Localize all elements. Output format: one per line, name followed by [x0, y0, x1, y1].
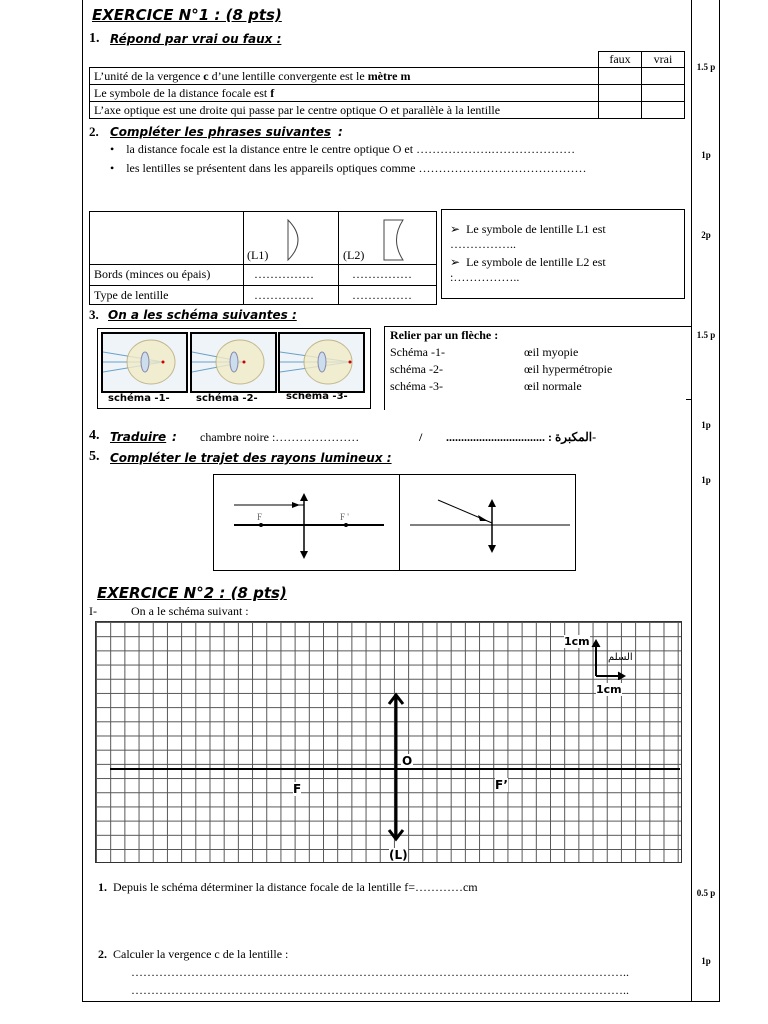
true-false-table	[89, 51, 685, 119]
statement-cell: L’unité de la vergence c d’une lentille convergente est le mètre m	[90, 68, 599, 85]
q5-points: 1p	[701, 475, 711, 485]
table-row	[90, 102, 685, 119]
lens-symbol-box: ➢ Le symbole de lentille L1 est …………….. ➢ Le symbole de lentille L2 est :……………..	[441, 209, 685, 299]
q3-points: 1.5 p	[696, 330, 716, 340]
q2-title: Compléter les phrases suivantes	[110, 125, 331, 139]
answer-cell-vrai[interactable]	[642, 102, 685, 119]
table-row	[90, 85, 685, 102]
ex2-intro: On a le schéma suivant :	[131, 604, 249, 618]
eye-diagram-icon	[103, 334, 186, 391]
q2-bullet-1: • la distance focale est la distance entre le centre optique O et ……………….…………………	[110, 142, 576, 156]
answer-dots[interactable]: ……………	[352, 288, 412, 302]
ray-diagram-converging	[214, 475, 399, 570]
lens-l1-label: (L1)	[247, 248, 269, 262]
table-row	[90, 68, 685, 85]
eye-diagram-icon	[192, 334, 275, 391]
q1-number: 1.	[89, 31, 100, 46]
col-vrai-header: vrai	[642, 52, 685, 68]
ex2-title: EXERCICE N°2 : (8 pts)	[97, 584, 287, 602]
ex2-q2-points: 1p	[701, 956, 711, 966]
eye-schema	[190, 332, 277, 393]
schema-label: schéma -2-	[196, 393, 258, 404]
focal-point-prime-label: F’	[495, 778, 508, 792]
focal-point-prime-label: F '	[340, 512, 349, 522]
lens-l1-icon	[284, 218, 308, 262]
eye-schema	[278, 332, 365, 393]
q1-points: 1.5 p	[696, 62, 716, 72]
schema-label: schéma -1-	[108, 393, 170, 404]
lens-table	[89, 211, 437, 305]
left-border	[82, 0, 83, 1002]
statement-cell: Le symbole de la distance focale est f	[90, 85, 599, 102]
optical-center-label: O	[402, 754, 413, 768]
q3-number: 3.	[89, 307, 99, 322]
answer-dots-line[interactable]: ……………………………………………………………………………………………………………..	[131, 983, 629, 997]
q4-text-fr[interactable]: chambre noire :…………………	[200, 430, 360, 444]
lens-label: (L)	[389, 848, 408, 862]
relier-left-item: schéma -3-	[390, 379, 443, 393]
answer-dots-line[interactable]: ……………………………………………………………………………………………………………..	[131, 965, 629, 979]
q2-bullet-2: • les lentilles se présentent dans les appareils optiques comme ……………………………………	[110, 161, 587, 175]
scale-horizontal-label: 1cm	[596, 683, 622, 696]
lens-symbol-item: Le symbole de lentille L2 est :……………..	[450, 255, 606, 284]
relier-box-left-border	[384, 326, 385, 410]
ex2-intro-number: I-	[89, 604, 97, 618]
answer-cell-vrai[interactable]	[642, 85, 685, 102]
q3-title: On a les schéma suivantes :	[108, 308, 297, 322]
q4-title: Traduire	[110, 430, 167, 444]
q2-points: 1p	[701, 150, 711, 160]
divider-line	[691, 0, 692, 1002]
ex2-q2-text: Calculer la vergence c de la lentille :	[113, 947, 289, 961]
answer-cell-faux[interactable]	[599, 85, 642, 102]
answer-cell-vrai[interactable]	[642, 68, 685, 85]
q1-title: Répond par vrai ou faux :	[110, 32, 282, 46]
eye-diagram-icon	[280, 334, 363, 391]
right-border	[719, 0, 720, 1002]
q2-number: 2.	[89, 124, 99, 139]
focal-point-label: F	[293, 782, 302, 796]
graph-paper	[95, 621, 682, 863]
ray-diagram-box	[213, 474, 576, 571]
q2-colon: :	[338, 125, 343, 139]
schemas-box	[97, 328, 371, 409]
relier-right-item: œil myopie	[524, 345, 579, 359]
q5-title: Compléter le trajet des rayons lumineux :	[110, 451, 392, 465]
ex2-q1-text[interactable]: Depuis le schéma déterminer la distance focale de la lentille f=…………cm	[113, 880, 478, 894]
ray-diagram-diverging	[400, 475, 575, 570]
answer-cell-faux[interactable]	[599, 68, 642, 85]
relier-title: Relier par un flèche :	[390, 328, 499, 342]
ex2-q2: 2. Calculer la vergence c de la lentille :	[98, 947, 289, 961]
relier-box-border	[384, 326, 691, 327]
answer-dots[interactable]: ……………	[254, 288, 314, 302]
scale-arabic-label: السلم	[608, 652, 633, 663]
row-bords-label: Bords (minces ou épais)	[94, 267, 211, 281]
scale-vertical-label: 1cm	[564, 635, 590, 648]
q5-number: 5.	[89, 449, 100, 464]
ex2-q1-points: 0.5 p	[696, 888, 716, 898]
eye-schema	[101, 332, 188, 393]
answer-cell-faux[interactable]	[599, 102, 642, 119]
col-faux-header: faux	[599, 52, 642, 68]
ex1-title: EXERCICE N°1 : (8 pts)	[92, 6, 282, 24]
relier-left-item: Schéma -1-	[390, 345, 445, 359]
answer-dots[interactable]: ……………	[352, 267, 412, 281]
bottom-border	[82, 1001, 720, 1002]
focal-point-label: F	[257, 512, 263, 522]
relier-left-item: schéma -2-	[390, 362, 443, 376]
q4-colon: :	[172, 430, 177, 444]
lens-points: 2p	[701, 230, 711, 240]
schema-label: schéma -3-	[286, 391, 348, 402]
relier-box-bottom-border	[686, 399, 692, 400]
relier-right-item: œil hypermétropie	[524, 362, 613, 376]
ex2-q1: 1. Depuis le schéma déterminer la distance focale de la lentille f=…………cm	[98, 880, 478, 894]
lens-symbol-item: Le symbole de lentille L1 est ……………..	[450, 222, 606, 251]
statement-cell: L’axe optique est une droite qui passe par le centre optique O et parallèle à la lentille	[90, 102, 599, 119]
lens-l2-label: (L2)	[343, 248, 365, 262]
row-type-label: Type de lentille	[94, 288, 169, 302]
q4-text-ar[interactable]: ................................. : المكبرة-	[446, 430, 597, 444]
relier-right-item: œil normale	[524, 379, 582, 393]
answer-dots[interactable]: ……………	[254, 267, 314, 281]
lens-l2-icon	[381, 218, 407, 262]
q4-number: 4.	[89, 428, 100, 443]
q4-points: 1p	[701, 420, 711, 430]
q4-slash: /	[419, 430, 423, 444]
